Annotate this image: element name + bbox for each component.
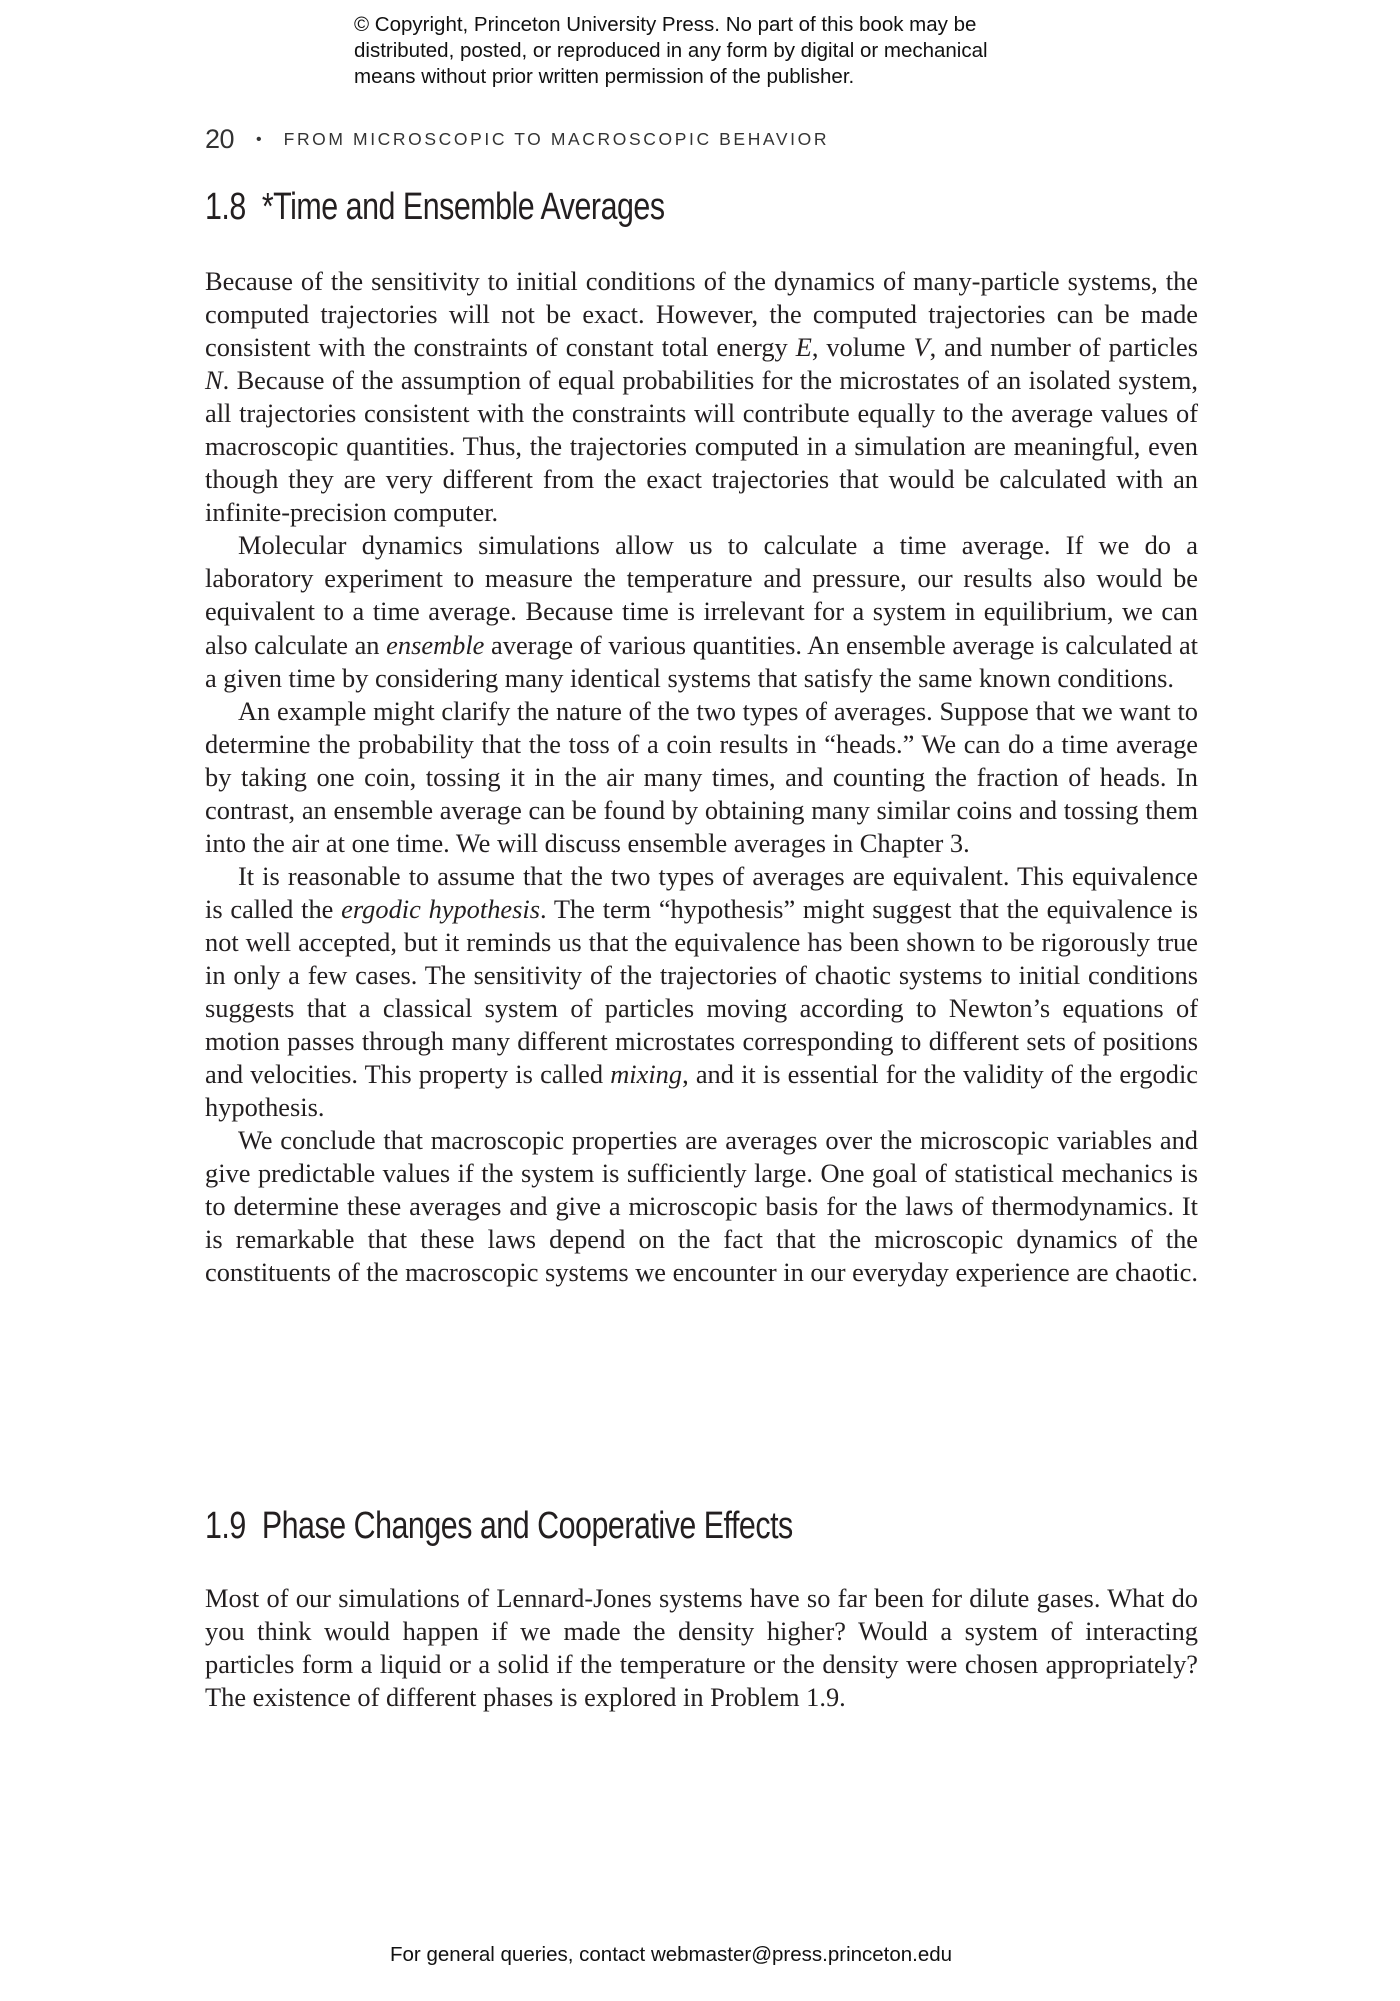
copyright-line-2: distributed, posted, or reproduced in any form by digital or mechanical [354, 39, 988, 62]
running-head [205, 124, 1205, 155]
emphasis-mixing: mixing [610, 1059, 683, 1090]
section-number: 1.8 [205, 186, 246, 228]
paragraph-3: An example might clarify the nature of the two types of averages. Suppose that we want to determine the probability that the toss of a coin results in “heads.” We can do a time average by taking one coin, tossing it in the air many times, and counting the fraction of heads. In contrast, an ensemble average can be found by obtaining many similar coins and tossing them into the air at one time. We will discuss ensemble averages in Chapter 3. [205, 695, 1198, 858]
paragraph-1 [205, 265, 1198, 529]
section-heading-1-8 [205, 186, 1005, 229]
section-title: Phase Changes and Cooperative Effects [261, 1505, 793, 1547]
section-1-8-body [205, 265, 1198, 1289]
running-head-bullet: • [256, 130, 262, 148]
paragraph-4 [205, 860, 1198, 1124]
section-title: *Time and Ensemble Averages [261, 186, 665, 228]
paragraph-text: , volume [811, 332, 914, 363]
symbol-volume: V [913, 332, 930, 363]
copyright-notice [354, 12, 1114, 90]
paragraph-1: Most of our simulations of Lennard-Jones systems have so far been for dilute gases. What do you think would happen if we made the density higher? Would a system of interacting particles form a liquid or a solid if the temperature or the density were chosen appropriately? The existence of different phases is explored in Problem 1.9. [205, 1583, 1198, 1713]
section-number: 1.9 [205, 1505, 246, 1547]
paragraph-2 [205, 529, 1198, 694]
paragraph-text: . The term “hypothesis” might suggest that the equivalence is not well accepted, but it reminds us that the equivalence has been shown to be rigorously true in only a few cases. The sensitivity of the trajectories of chaotic systems to initial conditions suggests that a classical system of particles moving according to Newton’s equations of motion passes through many different microstates corresponding to different sets of positions and velocities. This property is called [205, 893, 1198, 1090]
paragraph-text: average of various quantities. An ensemble average is calculated at a given time by considering many identical systems that satisfy the same known conditions. [205, 629, 1198, 693]
section-heading-1-9 [205, 1505, 1005, 1548]
running-head-title: FROM MICROSCOPIC TO MACROSCOPIC BEHAVIOR [283, 129, 830, 149]
paragraph-text: Molecular dynamics simulations allow us to calculate a time average. If we do a laboratory experiment to measure the temperature and pressure, our results also would be equivalent to a time average. Because time is irrelevant for a system in equilibrium, we can also calculate an [205, 530, 1198, 660]
paragraph-text: Because of the sensitivity to initial conditions of the dynamics of many-particle systems, the computed trajectories will not be exact. However, the computed trajectories can be made consistent with the constraints of constant total energy [205, 266, 1198, 363]
footer-contact: For general queries, contact webmaster@press.princeton.edu [390, 1943, 953, 1966]
symbol-particle-count: N [205, 365, 223, 396]
symbol-energy: E [795, 332, 812, 363]
copyright-line-1: © Copyright, Princeton University Press. No part of this book may be [354, 13, 977, 36]
paragraph-text: , and it is essential for the validity of the ergodic hypothesis. [205, 1059, 1198, 1123]
paragraph-5: We conclude that macroscopic properties are averages over the microscopic variables and give predictable values if the system is sufficiently large. One goal of statistical mechanics is to determine these averages and give a microscopic basis for the laws of thermodynamics. It is remarkable that these laws depend on the fact that the microscopic dynamics of the constituents of the macroscopic systems we encounter in our everyday experience are chaotic. [205, 1125, 1198, 1288]
paragraph-text: . Because of the assumption of equal probabilities for the microstates of an isolated system, all trajectories consistent with the constraints will contribute equally to the average values of macroscopic quantities. Thus, the trajectories computed in a simulation are meaningful, even though they are very different from the exact trajectories that would be calculated with an infinite-precision computer. [205, 365, 1198, 528]
paragraph-text: , and number of particles [929, 332, 1198, 363]
paragraph-text: It is reasonable to assume that the two types of averages are equivalent. This equivalence is called the [205, 860, 1198, 924]
section-1-9-body [205, 1582, 1198, 1714]
copyright-line-3: means without prior written permission of the publisher. [354, 65, 855, 88]
emphasis-ergodic-hypothesis: ergodic hypothesis [341, 893, 540, 924]
page-number: 20 [205, 124, 235, 154]
emphasis-ensemble: ensemble [386, 629, 485, 660]
